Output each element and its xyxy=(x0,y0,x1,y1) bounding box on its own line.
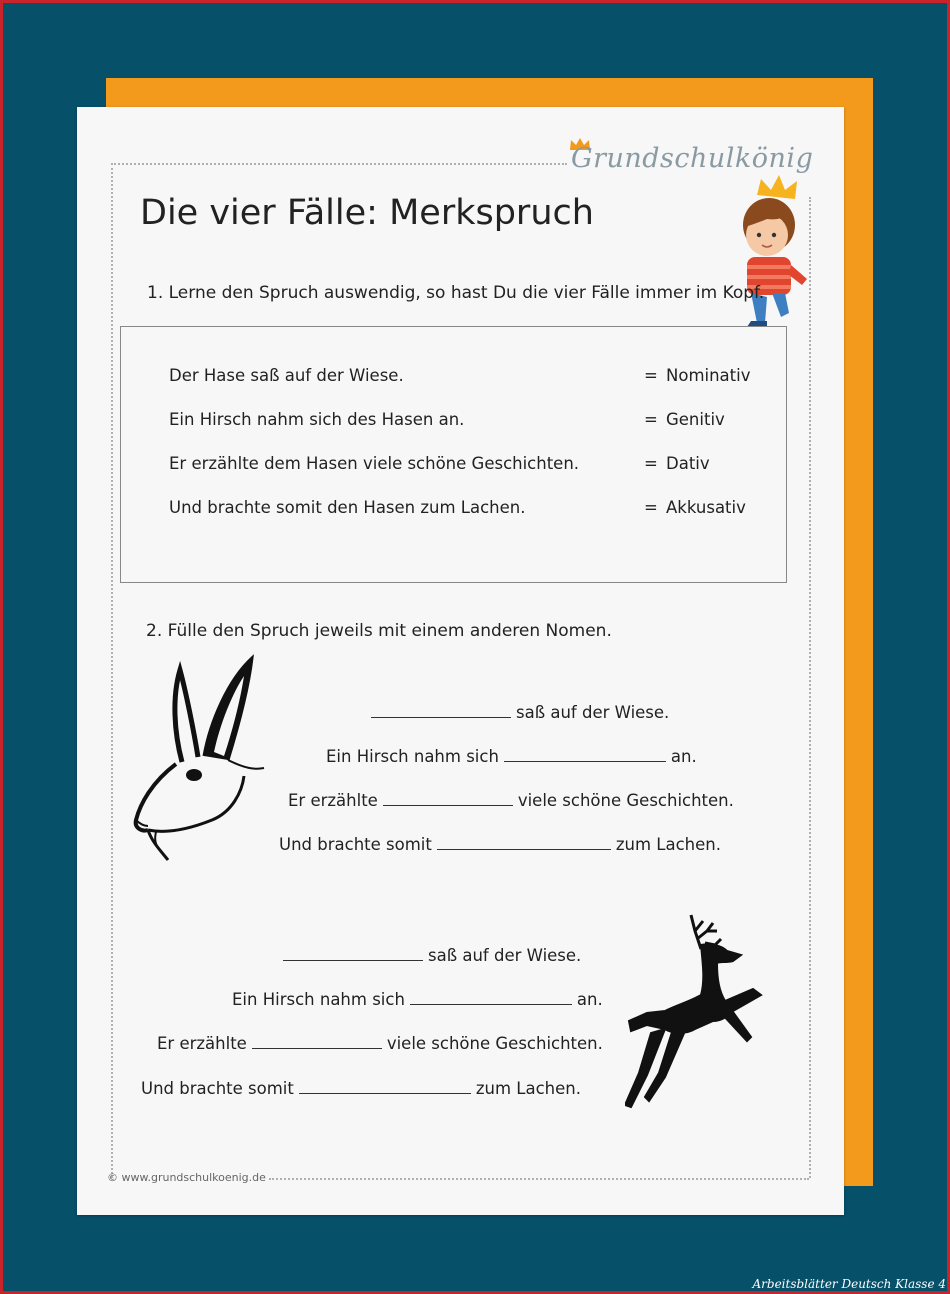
case-name: Dativ xyxy=(666,454,710,473)
answer-blank[interactable] xyxy=(371,703,511,718)
brand-logo: Grundschulkönig xyxy=(571,143,814,174)
sentence-start: Ein Hirsch nahm sich xyxy=(326,747,499,766)
sentence-start: Er erzählte xyxy=(288,791,378,810)
merkspruch-line: Und brachte somit den Hasen zum Lachen. xyxy=(169,498,526,517)
fill-in-line xyxy=(283,946,581,965)
dotted-border-left xyxy=(111,163,113,1178)
fill-in-line xyxy=(279,835,721,854)
equals-sign: = xyxy=(644,410,658,429)
fill-in-line xyxy=(371,703,669,722)
dotted-border-top xyxy=(111,163,567,165)
answer-blank[interactable] xyxy=(410,990,572,1005)
case-name: Genitiv xyxy=(666,410,725,429)
sentence-end: zum Lachen. xyxy=(475,1079,581,1098)
answer-blank[interactable] xyxy=(299,1079,471,1094)
king-boy-illustration xyxy=(717,175,812,335)
sentence-end: an. xyxy=(670,747,697,766)
merkspruch-line: Der Hase saß auf der Wiese. xyxy=(169,366,404,385)
page-title: Die vier Fälle: Merkspruch xyxy=(140,193,594,233)
sentence-end: saß auf der Wiese. xyxy=(428,946,582,965)
fill-in-line xyxy=(141,1079,581,1098)
dotted-border-bottom xyxy=(269,1178,809,1180)
sentence-end: zum Lachen. xyxy=(615,835,721,854)
fill-in-line xyxy=(326,747,697,766)
task2-instruction: 2. Fülle den Spruch jeweils mit einem anderen Nomen. xyxy=(146,621,612,641)
task1-instruction: 1. Lerne den Spruch auswendig, so hast Du die vier Fälle immer im Kopf. xyxy=(147,283,765,303)
equals-sign: = xyxy=(644,498,658,517)
answer-blank[interactable] xyxy=(437,835,611,850)
rabbit-head-illustration xyxy=(132,652,272,862)
sentence-start: Und brachte somit xyxy=(279,835,432,854)
fill-in-line xyxy=(232,990,603,1009)
equals-sign: = xyxy=(644,366,658,385)
sentence-start: Ein Hirsch nahm sich xyxy=(232,990,405,1009)
answer-blank[interactable] xyxy=(504,747,666,762)
fill-in-line xyxy=(157,1034,603,1053)
case-name: Akkusativ xyxy=(666,498,746,517)
sentence-end: an. xyxy=(576,990,603,1009)
fill-in-line xyxy=(288,791,734,810)
merkspruch-line: Ein Hirsch nahm sich des Hasen an. xyxy=(169,410,465,429)
answer-blank[interactable] xyxy=(252,1034,382,1049)
worksheet-page xyxy=(77,107,844,1215)
leaping-deer-silhouette xyxy=(625,909,765,1119)
corner-caption: Arbeitsblätter Deutsch Klasse 4 xyxy=(752,1277,946,1291)
sentence-end: saß auf der Wiese. xyxy=(516,703,670,722)
answer-blank[interactable] xyxy=(283,946,423,961)
answer-blank[interactable] xyxy=(383,791,513,806)
equals-sign: = xyxy=(644,454,658,473)
sentence-start: Er erzählte xyxy=(157,1034,247,1053)
sentence-end: viele schöne Geschichten. xyxy=(386,1034,603,1053)
sentence-end: viele schöne Geschichten. xyxy=(517,791,734,810)
copyright-url: © www.grundschulkoenig.de xyxy=(107,1171,266,1184)
sentence-start: Und brachte somit xyxy=(141,1079,294,1098)
dotted-border-right xyxy=(809,197,811,1178)
case-name: Nominativ xyxy=(666,366,751,385)
merkspruch-line: Er erzählte dem Hasen viele schöne Geschichten. xyxy=(169,454,580,473)
